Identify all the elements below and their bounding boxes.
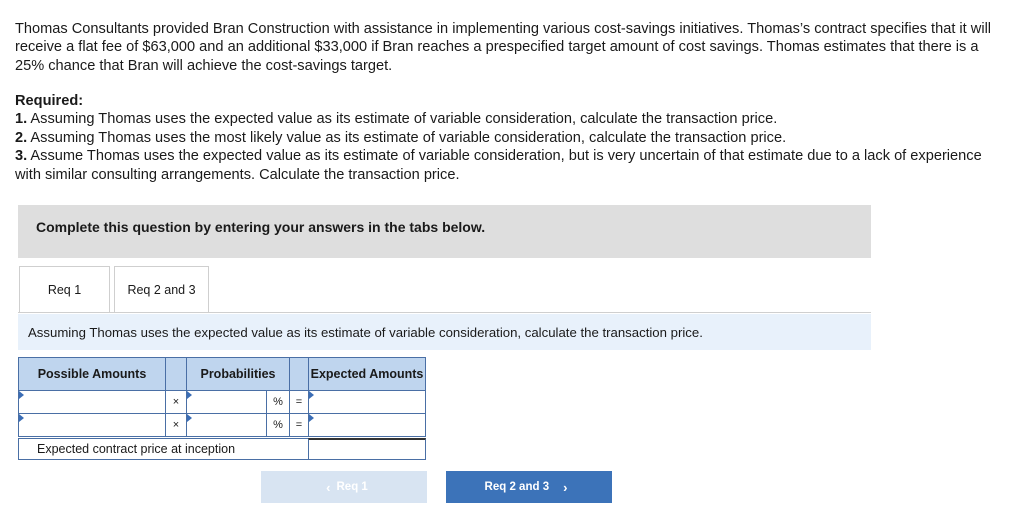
chevron-right-icon: › — [563, 479, 568, 495]
input-flag-icon — [19, 391, 24, 399]
equals-operator: = — [289, 413, 309, 437]
next-tab-label: Req 2 and 3 — [484, 481, 550, 493]
expected-amount-input-2[interactable] — [308, 413, 426, 437]
prev-tab-label: Req 1 — [336, 481, 368, 493]
instruction-bar: Assuming Thomas uses the expected value as its estimate of variable consideration, calculate the transaction price. — [18, 314, 871, 350]
possible-amount-input-2[interactable] — [18, 413, 166, 437]
required-item-text: Assuming Thomas uses the most likely value as its estimate of variable consideration, calculate the transaction price. — [30, 129, 787, 146]
percent-sign: % — [266, 413, 290, 437]
input-flag-icon — [309, 414, 314, 422]
possible-amount-input-1[interactable] — [18, 390, 166, 414]
header-spacer — [165, 357, 187, 391]
header-spacer — [289, 357, 309, 391]
required-item-number: 1. — [15, 111, 28, 128]
expected-amount-input-1[interactable] — [308, 390, 426, 414]
equals-operator: = — [289, 390, 309, 414]
complete-question-text: Complete this question by entering your answers in the tabs below. — [36, 219, 486, 235]
probability-input-1[interactable] — [186, 390, 267, 414]
input-flag-icon — [19, 414, 24, 422]
header-possible-amounts: Possible Amounts — [18, 357, 166, 391]
expected-contract-price-label: Expected contract price at inception — [18, 438, 309, 460]
expected-contract-price-input[interactable] — [308, 438, 426, 460]
required-item-number: 3. — [15, 148, 28, 165]
tab-req-1[interactable]: Req 1 — [19, 266, 110, 312]
prev-tab-button[interactable] — [261, 471, 427, 503]
header-probabilities: Probabilities — [186, 357, 290, 391]
input-flag-icon — [187, 391, 192, 399]
tab-req-2-and-3[interactable]: Req 2 and 3 — [114, 266, 209, 312]
required-item-number: 2. — [15, 129, 28, 146]
input-flag-icon — [187, 414, 192, 422]
chevron-left-icon: ‹ — [326, 479, 331, 495]
input-flag-icon — [309, 391, 314, 399]
times-operator: × — [165, 413, 187, 437]
required-section — [15, 92, 1005, 184]
percent-sign: % — [266, 390, 290, 414]
required-item-text: Assuming Thomas uses the expected value as its estimate of variable consideration, calculate the transaction price. — [30, 111, 778, 128]
probability-input-2[interactable] — [186, 413, 267, 437]
required-item-text: Assume Thomas uses the expected value as its estimate of variable consideration, but is very uncertain of that estimate due to a lack of experience with similar consulting arrangements. Calculate the transaction price. — [15, 148, 982, 183]
header-expected-amounts: Expected Amounts — [308, 357, 426, 391]
problem-intro: Thomas Consultants provided Bran Construction with assistance in implementing various cost-savings initiatives. Thomas’s contract specifies that it will receive a flat fee of $63,000 and an additional $33,000 if Bran reaches a prespecified target amount of cost savings. Thomas estimates that there is a 25% chance that Bran will achieve the cost-savings target. — [15, 21, 992, 74]
tab-divider — [18, 312, 871, 313]
complete-question-banner — [18, 205, 871, 258]
times-operator: × — [165, 390, 187, 414]
next-tab-button[interactable] — [446, 471, 612, 503]
required-heading: Required: — [15, 93, 84, 109]
